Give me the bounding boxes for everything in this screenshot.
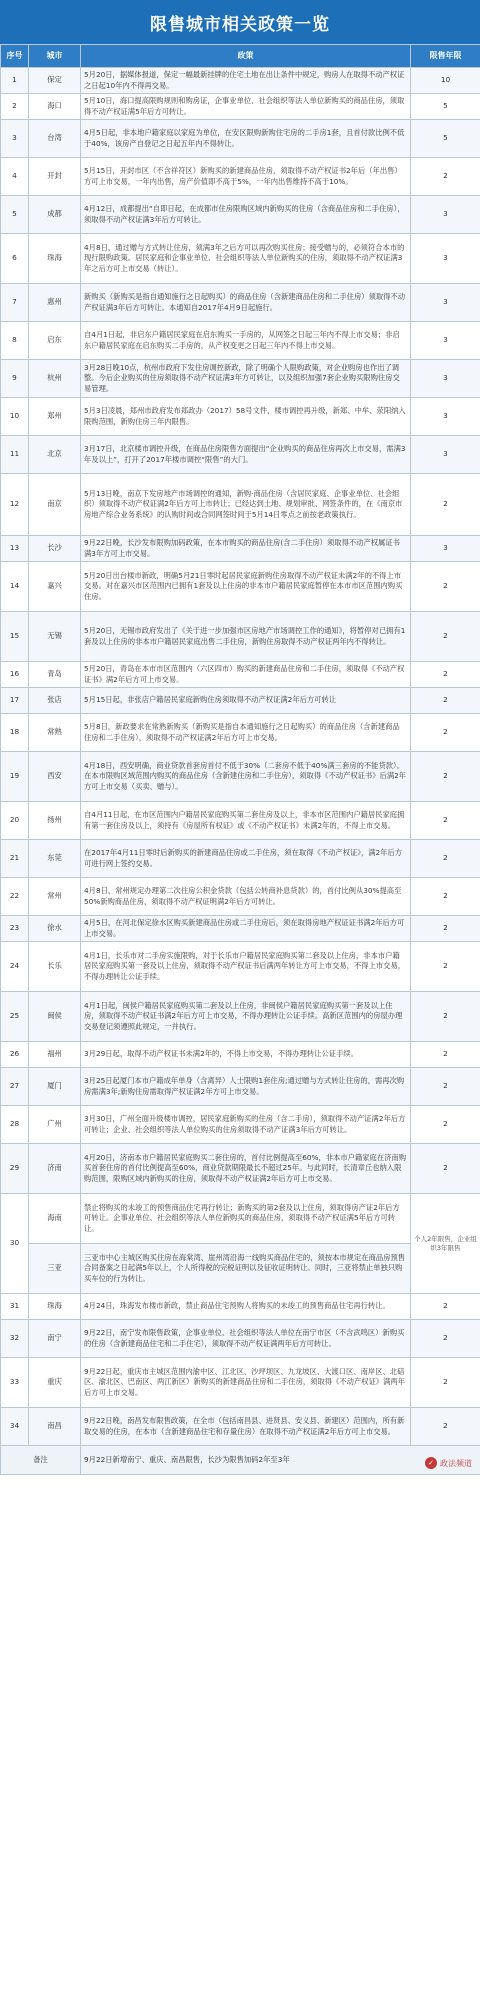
row-years: 2 — [411, 878, 480, 916]
row-years: 2 — [411, 1358, 480, 1408]
row-policy: 4月1日起，闽侯户籍居民家庭购买第二套及以上住房，非闽侯户籍居民家庭购买第一套及以上住房，须取得不动产权证书满2年后方可上市交易，不得办理转让公证手续。高新区范围内的房屋办理交易登记须遵照此规定，一并执行。 — [81, 992, 411, 1042]
row-number: 4 — [1, 158, 29, 196]
row-years: 2 — [411, 1408, 480, 1446]
table-row — [1, 1244, 480, 1294]
row-number: 33 — [1, 1358, 29, 1408]
header-policy: 政策 — [81, 45, 411, 68]
row-years: 2 — [411, 802, 480, 840]
row-number: 32 — [1, 1320, 29, 1358]
row-years: 2 — [411, 992, 480, 1042]
row-years: 2 — [411, 1106, 480, 1144]
row-number: 9 — [1, 360, 29, 398]
row-years: 2 — [411, 1320, 480, 1358]
group-note — [411, 1194, 480, 1294]
header-no: 序号 — [1, 45, 29, 68]
table-row — [1, 1106, 480, 1144]
row-years: 2 — [411, 662, 480, 688]
table-row — [1, 94, 480, 120]
row-policy: 新购买（新购买是指自通知施行之日起购买）的商品住房（含新建商品住房和二手住房）须取得不动产权证满3年后方可转让。本通知自2017年4月9日起施行。 — [81, 284, 411, 322]
header-city: 城市 — [29, 45, 81, 68]
row-policy: 4月18日，西安明确，商业贷款首套房首付不低于30%（二套房不低于40%满三套房的不能贷款）。在本市限购区域范围内购买的商品住房（含新建住房和二手住房），须取得《不动产权证书》后满2年方可上市交易（买卖、赠与）。 — [81, 752, 411, 802]
footer-label: 备注 — [1, 1446, 81, 1475]
row-policy: 4月8日，通过赠与方式转让住房，须满3年之后方可以再次购买住房；接受赠与的，必须符合本市的现行限购政策。居民家庭和企事业单位、社会组织等法人单位新购买的住房，须取得不动产权证满3年之后方可上市交易（转让）。 — [81, 234, 411, 284]
row-years: 2 — [411, 1068, 480, 1106]
row-policy: 5月20日，青岛在本市市区范围内（六区四市）购买的新建商品住房和二手住房，须取得《不动产权证书》满2年后方可上市交易。 — [81, 662, 411, 688]
row-years: 5 — [411, 120, 480, 158]
row-city: 济南 — [29, 1144, 81, 1194]
row-city: 台湾 — [29, 120, 81, 158]
row-policy: 5月13日晚，南京下发房地产市场调控的通知，新购·商品住房（含居民家庭、企事业单位、社会组织）须取得不动产权证满2年后方可上市转让；已经达到土地、规划审批、网签条件的，在《南京市房地产综合业务系统》的认购时间或合同网签时间于5月14日零点之前按老政策执行。 — [81, 474, 411, 536]
row-city: 海口 — [29, 94, 81, 120]
row-city: 南京 — [29, 474, 81, 536]
row-city: 张店 — [29, 688, 81, 714]
row-number: 10 — [1, 398, 29, 436]
row-number: 2 — [1, 94, 29, 120]
row-policy: 5月20日出台楼市新政，明确5月21日零时起居民家庭新购住房取得不动产权证未满2年的不得上市交易。对在嘉兴市区范围内已拥有1套及以上住房的非本市户籍居民家庭暂停在本市市区范围内购买住房。 — [81, 562, 411, 612]
row-number: 23 — [1, 916, 29, 942]
row-city: 西安 — [29, 752, 81, 802]
row-number: 7 — [1, 284, 29, 322]
row-city: 南宁 — [29, 1320, 81, 1358]
table-row — [1, 360, 480, 398]
row-years: 3 — [411, 196, 480, 234]
row-years: 2 — [411, 1042, 480, 1068]
row-city: 厦门 — [29, 1068, 81, 1106]
row-number: 34 — [1, 1408, 29, 1446]
row-number: 28 — [1, 1106, 29, 1144]
row-city: 开封 — [29, 158, 81, 196]
row-years: 2 — [411, 752, 480, 802]
row-city: 杭州 — [29, 360, 81, 398]
table-row — [1, 840, 480, 878]
row-policy: 5月8日，新政要求在常熟新购买（新购买是指自本通知施行之日起购买）的商品住房（含新建商品住房和二手住房），须取得不动产权证满2年后方可上市交易。 — [81, 714, 411, 752]
row-number: 5 — [1, 196, 29, 234]
row-city: 重庆 — [29, 1358, 81, 1408]
table-row — [1, 120, 480, 158]
row-city: 扬州 — [29, 802, 81, 840]
wechat-icon: ✓ — [425, 1457, 437, 1469]
table-row — [1, 612, 480, 662]
row-number: 29 — [1, 1144, 29, 1194]
row-policy: 9月22日起，重庆市主城区范围内渝中区、江北区、沙坪坝区、九龙坡区、大渡口区、南岸区、北碚区、渝北区、巴南区、两江新区）新购买的新建商品住房和二手住房，须取得《不动产权证》满两年后方可上市交易。 — [81, 1358, 411, 1408]
row-policy: 9月22日晚，长沙发布限购加码政策，在本市购买的商品住房(含二手住房）须取得不动产权属证书满3年方可上市交易。 — [81, 536, 411, 562]
row-number: 3 — [1, 120, 29, 158]
row-city: 福州 — [29, 1042, 81, 1068]
row-city: 常州 — [29, 878, 81, 916]
row-years: 2 — [411, 562, 480, 612]
row-city: 闽侯 — [29, 992, 81, 1042]
row-policy: 3月29日起，取得不动产权证书未满2年的，不得上市交易，不得办理转让公证手续。 — [81, 1042, 411, 1068]
row-number: 18 — [1, 714, 29, 752]
watermark-text: 政法频道 — [440, 1458, 472, 1468]
row-number: 16 — [1, 662, 29, 688]
row-city: 珠海 — [29, 234, 81, 284]
row-policy: 4月20日，济南本市户籍居民家庭购买二套住房的，首付比例提高至60%，非本市户籍家庭在济南购买首套住房的首付比例提高至60%，商业贷款期限最长不超过25年。与此同时，长清章丘也纳入限购范围，限购区域内新购买的住房，须取得不动产权证满2年后方可上市交易。 — [81, 1144, 411, 1194]
row-policy: 在2017年4月11日零时后新购买的新建商品住房或二手住房，须在取得《不动产权证》，满2年后方可进行网上签约交易。 — [81, 840, 411, 878]
row-years: 2 — [411, 916, 480, 942]
row-policy: 5月15日，开封市区（不含祥符区）新购买的新建商品住房，须取得不动产权证书2年后（年出售）方可上市交易，一年内出售，房产价值即不高于5%，一年内出售维持不高于10%。 — [81, 158, 411, 196]
table-row — [1, 322, 480, 360]
footer-text: 9月22日新增南宁、重庆、南昌限售，长沙为限售加码2年至3年 — [81, 1446, 480, 1475]
row-years: 2 — [411, 158, 480, 196]
row-number: 8 — [1, 322, 29, 360]
row-policy: 4月12日，成都提出“自即日起，在成都市住房限购区域内新购买的住房（含商品住房和二手住房），须取得不动产权证满3年后方可转让。 — [81, 196, 411, 234]
row-number: 25 — [1, 992, 29, 1042]
table-row — [1, 942, 480, 992]
row-city: 广州 — [29, 1106, 81, 1144]
group-note-text: 个人2年限售，企业组织3年限售 — [414, 1234, 477, 1252]
row-number: 26 — [1, 1042, 29, 1068]
row-number: 15 — [1, 612, 29, 662]
row-city: 海南 — [29, 1194, 81, 1244]
row-number: 6 — [1, 234, 29, 284]
table-row — [1, 878, 480, 916]
row-policy: 自4月1日起，非启东户籍居民家庭在启东购买一手房的，从网签之日起三年内不得上市交易；非启东户籍居民家庭在启东购买二手房的，从产权变更之日起三年内不得上市交易。 — [81, 322, 411, 360]
row-policy: 4月5日，在河北保定徐水区购买新建商品住房或二手住房后，须在取得房地产权证证书满2年后方可上市交易。 — [81, 916, 411, 942]
row-years: 3 — [411, 436, 480, 474]
row-years: 2 — [411, 688, 480, 714]
row-number: 1 — [1, 68, 29, 94]
row-policy: 自4月11日起，在市区范围内户籍居民家庭购买第二套住房及以上，非本市区范围内户籍居民家庭拥有第一套住房及以上，须持有《房屋所有权证》或《不动产权证书》未满2年的，不得上市交易。 — [81, 802, 411, 840]
row-years: 2 — [411, 1144, 480, 1194]
table-row — [1, 284, 480, 322]
table-row — [1, 1358, 480, 1408]
row-city: 珠海 — [29, 1294, 81, 1320]
row-years: 3 — [411, 398, 480, 436]
row-policy: 3月30日，广州全面升级楼市调控，居民家庭新购买的住房（含二手房），须取得不动产证满2年后方可转让；企业、社会组织等法人单位购买的住房须取得不动产证满3年后方可转让。 — [81, 1106, 411, 1144]
watermark — [425, 1457, 472, 1469]
row-policy: 5月10日，海口提高限购规则和购房证，企事业单位、社会组织等法人单位新购买的商品住房，须取得不动产权证满5年后方可转让。 — [81, 94, 411, 120]
row-policy: 4月1日，长乐市对二手房实施限购，对于长乐市户籍居民家庭购买第二套及以上住房，非本市户籍居民家庭购买第一套及以上住房，须取得不动产权证书后满两年转让方可上市交易，不得上市交易，不得办理转让公证手续。 — [81, 942, 411, 992]
row-years: 2 — [411, 942, 480, 992]
table-row — [1, 1294, 480, 1320]
header-years: 限售年限 — [411, 45, 480, 68]
row-city: 青岛 — [29, 662, 81, 688]
row-years: 2 — [411, 474, 480, 536]
table-row — [1, 1144, 480, 1194]
row-city: 启东 — [29, 322, 81, 360]
table-row — [1, 916, 480, 942]
row-number: 20 — [1, 802, 29, 840]
row-years: 2 — [411, 612, 480, 662]
row-number: 21 — [1, 840, 29, 878]
row-policy: 5月20日，据媒体报道，保定一幅最新挂牌的住宅土地在出让条件中规定，购房人在取得不动产权证之日起10年内不得再交易。 — [81, 68, 411, 94]
row-city: 南昌 — [29, 1408, 81, 1446]
row-number: 27 — [1, 1068, 29, 1106]
table-row — [1, 1042, 480, 1068]
table-row — [1, 802, 480, 840]
row-years: 5 — [411, 94, 480, 120]
row-years: 3 — [411, 536, 480, 562]
row-city: 惠州 — [29, 284, 81, 322]
table-row — [1, 662, 480, 688]
row-policy: 4月5日起，非本地户籍家庭以家庭为单位，在安区限购新购住宅房的二手房1套，且首付款比例不低于40%，该房产自登记之日起五年内不得转让。 — [81, 120, 411, 158]
table-row — [1, 688, 480, 714]
row-number: 24 — [1, 942, 29, 992]
row-years: 3 — [411, 284, 480, 322]
table-row — [1, 196, 480, 234]
table-title: 限售城市相关政策一览 — [0, 0, 480, 44]
row-policy: 4月8日，常州规定办理第二次住房公积金贷款（包括公转商补息贷款）的，首付比例从30%提高至50%新购商品住房，须取得不动产权证明满2年后方可转让。 — [81, 878, 411, 916]
row-policy: 3月17日，北京楼市调控升级，在商品住房限售方面提出“企业购买的商品住房再次上市交易，需满3年及以上”，打开了2017年楼市调控“限售”的大门。 — [81, 436, 411, 474]
row-policy: 5月3日凌晨，郑州市政府发布郑政办（2017）58号文件，楼市调控再升级，新郑、中牟、荥阳纳入限购范围，新购住房三年内限售。 — [81, 398, 411, 436]
row-number: 30 — [1, 1194, 29, 1294]
table-row — [1, 1194, 480, 1244]
row-policy: 4月24日，珠海发布楼市新政，禁止商品住宅预购人将购买的未竣工的预售商品住宅再行转让。 — [81, 1294, 411, 1320]
row-city: 郑州 — [29, 398, 81, 436]
row-city: 长乐 — [29, 942, 81, 992]
row-policy: 3月25日起厦门本市户籍成年单身（含离异）人士限购1套住房;通过赠与方式转让住房的，需再次购房需满3年;新购住房需取得产权证满2年方可上市交易。 — [81, 1068, 411, 1106]
policy-table — [0, 44, 480, 1475]
row-city: 嘉兴 — [29, 562, 81, 612]
row-number: 11 — [1, 436, 29, 474]
table-row — [1, 1068, 480, 1106]
row-policy: 禁止将购买的未竣工的预售商品住宅再行转让；新购买的第2套及以上住房，须取得房产证2年后方可转让。企事业单位、社会组织等法人单位新购买的商品住房，须取得不动产权证满5年后方可转让。 — [81, 1194, 411, 1244]
row-years: 10 — [411, 68, 480, 94]
table-row — [1, 536, 480, 562]
row-years: 3 — [411, 234, 480, 284]
table-row — [1, 752, 480, 802]
row-number: 13 — [1, 536, 29, 562]
footer-row — [1, 1446, 480, 1475]
row-policy: 5月20日，无锡市政府发出了《关于进一步加强市区房地产市场调控工作的通知》，将暂停对已拥有1套及以上住房的非本市户籍居民家庭出售二手住房，新购住房取得不动产权证两年内不得转让。 — [81, 612, 411, 662]
row-number: 22 — [1, 878, 29, 916]
row-policy: 9月22日晚，南昌发布限售政策，在全市（包括南昌县、进贤县、安义县、新建区）范围内，所有新取交易的住房，在本市（含新建商品住宅和存量住房）在取得不动产权证满2年后方可上市交易。 — [81, 1408, 411, 1446]
row-city: 保定 — [29, 68, 81, 94]
table-row — [1, 1320, 480, 1358]
table-row — [1, 436, 480, 474]
row-policy: 5月15日起，非张店户籍居民家庭新购住房须取得不动产权证满2年后方可转让 — [81, 688, 411, 714]
table-row — [1, 1408, 480, 1446]
row-city: 徐水 — [29, 916, 81, 942]
row-years: 2 — [411, 840, 480, 878]
row-policy: 三亚市中心主城区购买住房在海棠湾、崖州湾沿海一线购买商品住宅的，须按本市规定在商品房预售合同备案之日起满5年以上，个人所得税的完税证明以及征收证明转让。同时，三亚将禁止单独只购买车位的行为转让。 — [81, 1244, 411, 1294]
row-city: 东莞 — [29, 840, 81, 878]
row-number: 12 — [1, 474, 29, 536]
table-row — [1, 474, 480, 536]
row-years: 3 — [411, 360, 480, 398]
row-number: 19 — [1, 752, 29, 802]
table-row — [1, 714, 480, 752]
row-city: 长沙 — [29, 536, 81, 562]
row-years: 3 — [411, 322, 480, 360]
table-row — [1, 562, 480, 612]
table-row — [1, 158, 480, 196]
row-years: 2 — [411, 714, 480, 752]
row-years: 2 — [411, 1294, 480, 1320]
header-row — [1, 45, 480, 68]
row-number: 31 — [1, 1294, 29, 1320]
row-city: 成都 — [29, 196, 81, 234]
table-row — [1, 234, 480, 284]
row-number: 14 — [1, 562, 29, 612]
table-row — [1, 68, 480, 94]
row-number: 17 — [1, 688, 29, 714]
row-city: 无锡 — [29, 612, 81, 662]
row-policy: 9月22日，南宁发布限售政策，企事业单位、社会组织等法人单位在南宁市区（不含武鸣区）新购买的住房（含新建商品住宅和二手住宅），须取得不动产权证满两年后方可转让。 — [81, 1320, 411, 1358]
row-city: 常熟 — [29, 714, 81, 752]
row-city: 三亚 — [29, 1244, 81, 1294]
table-row — [1, 398, 480, 436]
row-policy: 3月28日晚10点，杭州市政府下发住房调控新政，除了明确个人限购政策，对企业购房也作出了调整。今后企业购买的住房须取得不动产权证满3年方可转让，以及组织加强7套企业购买限购住房交易管理。 — [81, 360, 411, 398]
table-row — [1, 992, 480, 1042]
row-city: 北京 — [29, 436, 81, 474]
